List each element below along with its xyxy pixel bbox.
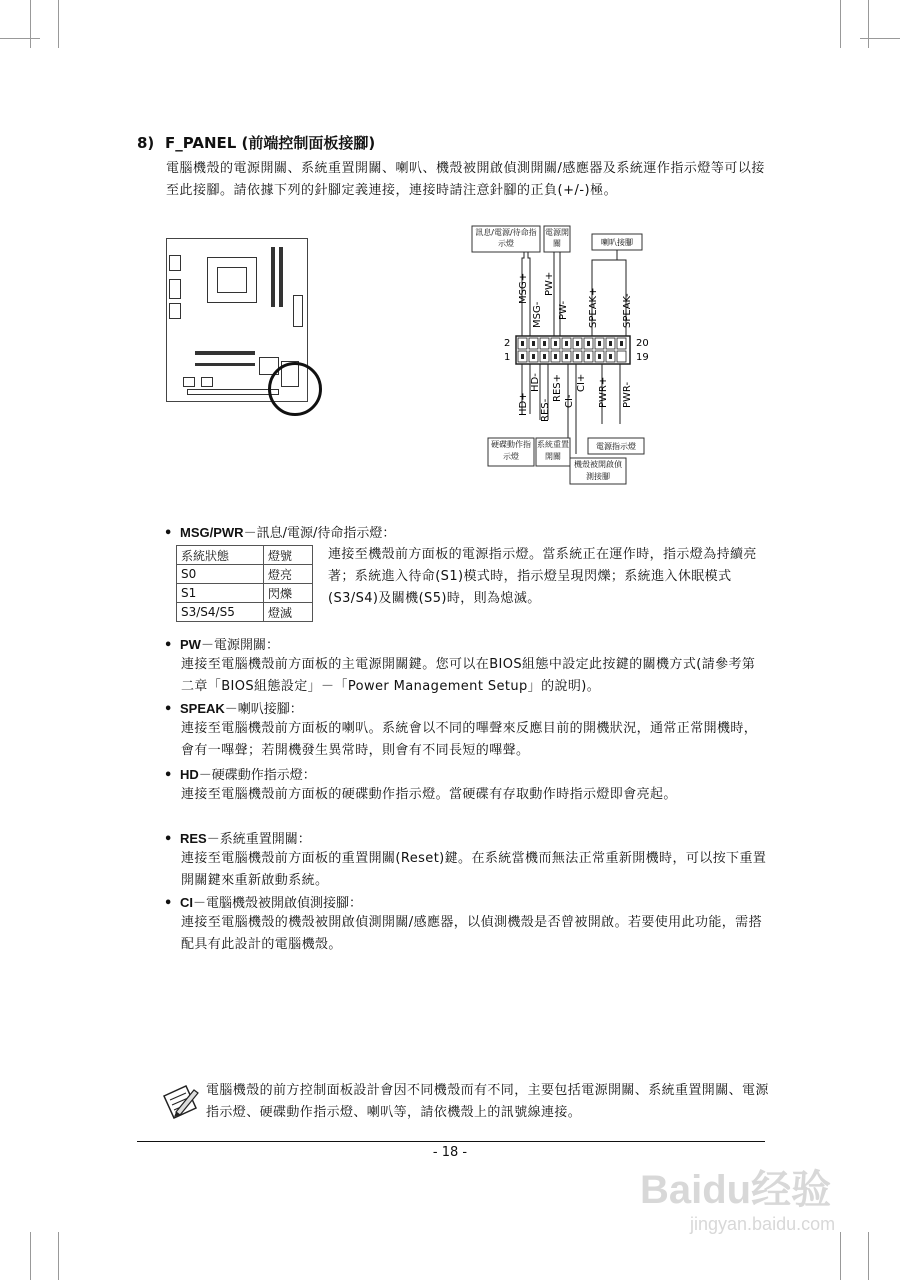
table-row xyxy=(177,603,313,622)
speaker-box-label: 喇叭接腳 xyxy=(601,238,633,247)
power-state-table xyxy=(176,545,313,622)
power-led-box-label: 電源指示燈 xyxy=(596,442,636,451)
pin-label: PWR+ xyxy=(598,376,609,408)
pin-label: PW+ xyxy=(544,271,555,296)
pin-label: RES- xyxy=(540,398,551,422)
pin-contact xyxy=(532,354,535,359)
header xyxy=(201,377,213,387)
pin-number: 1 xyxy=(504,352,511,363)
msg-description: 連接至機殼前方面板的電源指示燈。當系統正在運作時，指示燈為持續亮著；系統進入待命(S1)模式時，指示燈呈現閃爍；系統進入休眠模式(S3/S4)及關機(S5)時，則為熄滅。 xyxy=(328,547,757,606)
pin-label: MSG+ xyxy=(518,272,529,304)
pin-label: CI- xyxy=(564,394,575,408)
chassis-intrusion-box-label: 機殼被開啟偵測接腳 xyxy=(574,460,622,481)
bullet-label: －系統重置開關： xyxy=(206,832,311,847)
pin xyxy=(617,351,626,362)
pin-label: HD- xyxy=(530,373,541,392)
bullet-key: CI xyxy=(180,895,193,910)
pin-contact xyxy=(565,354,568,359)
bullet-dot: • xyxy=(164,702,173,717)
pencil-note-icon xyxy=(160,1082,200,1120)
table-cell: 燈滅 xyxy=(264,603,313,622)
io-port xyxy=(169,279,181,299)
header xyxy=(183,377,195,387)
dimm-slot xyxy=(279,247,283,307)
pin-label: SPEAK- xyxy=(622,293,633,328)
f-panel-pin-diagram xyxy=(470,224,670,486)
pin-label: HD+ xyxy=(518,392,529,416)
crop-mark xyxy=(868,1232,869,1280)
bullet-res xyxy=(164,828,311,847)
pin-label: CI+ xyxy=(576,373,587,392)
io-port xyxy=(169,303,181,319)
pin-contact xyxy=(532,341,535,346)
pin-contact xyxy=(521,354,524,359)
crop-mark xyxy=(0,38,40,39)
bullet-pw xyxy=(164,634,279,653)
bullet-hd xyxy=(164,764,316,783)
table-cell: 燈亮 xyxy=(264,565,313,584)
pin-contact xyxy=(554,354,557,359)
bullet-dot: • xyxy=(164,526,173,541)
bullet-dot: • xyxy=(164,832,173,847)
hd-description: 連接至電腦機殼前方面板的硬碟動作指示燈。當硬碟有存取動作時指示燈即會亮起。 xyxy=(181,787,677,802)
pin-label: PWR- xyxy=(622,381,633,408)
pin-contact xyxy=(587,341,590,346)
bullet-label: －硬碟動作指示燈： xyxy=(198,768,316,783)
table-cell: 閃爍 xyxy=(264,584,313,603)
note-text: 電腦機殼的前方控制面板設計會因不同機殼而有不同，主要包括電源開關、系統重置開關、電源指示燈、硬碟動作指示燈、喇叭等，請依機殼上的訊號線連接。 xyxy=(206,1083,769,1120)
pin-label: RES+ xyxy=(552,374,563,402)
table-row xyxy=(177,584,313,603)
pin-label: SPEAK+ xyxy=(588,287,599,328)
pcie-slot xyxy=(195,351,255,355)
pw-description: 連接至電腦機殼前方面板的主電源開關鍵。您可以在BIOS組態中設定此按鍵的關機方式(請參考第二章「BIOS組態設定」－「Power Management Setup」的說明)。 xyxy=(181,657,756,694)
pin-contact xyxy=(587,354,590,359)
footer-rule xyxy=(137,1141,765,1142)
res-description: 連接至電腦機殼前方面板的重置開關(Reset)鍵。在系統當機而無法正常重新開機時，可以按下重置開關鍵來重新啟動系統。 xyxy=(181,851,767,888)
pin-contact xyxy=(609,354,612,359)
crop-mark xyxy=(840,1232,841,1280)
f-panel-highlight-circle xyxy=(268,362,322,416)
pci-slot xyxy=(195,363,255,366)
section-title: F_PANEL (前端控制面板接腳) xyxy=(165,134,376,152)
bullet-key: SPEAK xyxy=(180,701,225,716)
pin-number: 19 xyxy=(636,352,649,363)
crop-mark xyxy=(58,1232,59,1280)
crop-mark xyxy=(30,1232,31,1280)
bullet-dot: • xyxy=(164,768,173,783)
table-cell: S3/S4/S5 xyxy=(177,603,264,622)
pin-contact xyxy=(565,341,568,346)
pin-contact xyxy=(609,341,612,346)
section-number: 8) xyxy=(137,134,155,152)
section-intro: 電腦機殼的電源開關、系統重置開關、喇叭、機殼被開啟偵測開關/感應器及系統運作指示燈等可以接至此接腳。請依據下列的針腳定義連接，連接時請注意針腳的正負(+/-)極。 xyxy=(166,161,765,198)
bullet-msg-pwr xyxy=(164,522,395,541)
io-port xyxy=(169,255,181,271)
pin-label: PW- xyxy=(558,300,569,320)
crop-mark xyxy=(58,0,59,48)
bullet-label: －電源開關： xyxy=(200,638,279,653)
hdd-led-box-label: 硬碟動作指示燈 xyxy=(491,440,531,461)
bullet-label: －喇叭接腳： xyxy=(224,702,303,717)
pin-contact xyxy=(543,354,546,359)
pin-contact xyxy=(598,354,601,359)
crop-mark xyxy=(860,38,900,39)
pin-contact xyxy=(554,341,557,346)
table-cell: S1 xyxy=(177,584,264,603)
table-header: 燈號 xyxy=(264,546,313,565)
pin-contact xyxy=(543,341,546,346)
bullet-label: －電腦機殼被開啟偵測接腳： xyxy=(193,896,363,911)
pin-contact xyxy=(598,341,601,346)
bullet-label: －訊息/電源/待命指示燈： xyxy=(243,526,396,541)
ci-description: 連接至電腦機殼的機殼被開啟偵測開關/感應器，以偵測機殼是否曾被開啟。若要使用此功能，需搭配具有此設計的電腦機殼。 xyxy=(181,915,762,952)
dimm-slot xyxy=(271,247,275,307)
bullet-dot: • xyxy=(164,896,173,911)
pin-contact xyxy=(521,341,524,346)
table-row xyxy=(177,546,313,565)
bottom-headers xyxy=(187,389,279,395)
reset-switch-box-label: 系統重置開關 xyxy=(537,440,569,461)
crop-mark xyxy=(30,0,31,48)
speak-description: 連接至電腦機殼前方面板的喇叭。系統會以不同的嗶聲來反應目前的開機狀況，通常正常開機時，會有一嗶聲；若開機發生異常時，則會有不同長短的嗶聲。 xyxy=(181,721,758,758)
cpu-socket-inner xyxy=(217,267,247,293)
msg-led-box-label: 訊息/電源/待命指示燈 xyxy=(475,228,537,248)
crop-mark xyxy=(840,0,841,48)
bullet-key: MSG/PWR xyxy=(180,525,244,540)
bullet-key: RES xyxy=(180,831,207,846)
bullet-key: PW xyxy=(180,637,201,652)
table-cell: S0 xyxy=(177,565,264,584)
pin-contact xyxy=(620,341,623,346)
bullet-dot: • xyxy=(164,638,173,653)
section-heading xyxy=(137,132,375,153)
bullet-ci xyxy=(164,892,362,911)
bullet-speak xyxy=(164,698,303,717)
power-switch-box-label: 電源開關 xyxy=(545,228,569,248)
crop-mark xyxy=(868,0,869,48)
pin-number: 2 xyxy=(504,338,511,349)
bullet-key: HD xyxy=(180,767,199,782)
pin-contact xyxy=(576,354,579,359)
watermark-url: jingyan.baidu.com xyxy=(690,1214,836,1234)
atx-power xyxy=(293,295,303,327)
page-number: - 18 - xyxy=(432,1145,468,1160)
pin-contact xyxy=(576,341,579,346)
table-row xyxy=(177,565,313,584)
pin-label: MSG- xyxy=(532,301,543,328)
pin-number: 20 xyxy=(636,338,649,349)
table-header: 系統狀態 xyxy=(177,546,264,565)
watermark-logo: Baidu经验 xyxy=(640,1168,832,1212)
